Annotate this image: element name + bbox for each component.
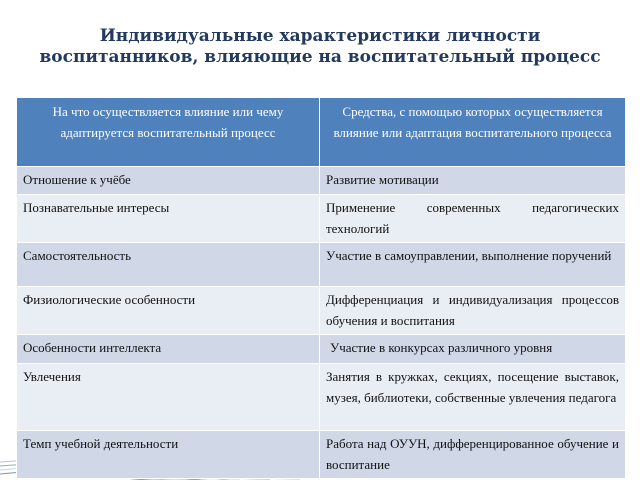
characteristic-cell: Самостоятельность (17, 243, 320, 287)
characteristic-cell: Темп учебной деятельности (17, 431, 320, 479)
means-cell: Участие в самоуправлении, выполнение поручений (320, 243, 626, 287)
means-cell: Занятия в кружках, секциях, посещение выставок, музея, библиотеки, собственные увлечения педагога (320, 364, 626, 431)
column-header-influence-target: На что осуществляется влияние или чему адаптируется воспитательный процесс (17, 98, 320, 167)
characteristic-cell: Увлечения (17, 364, 320, 431)
table-row (17, 431, 626, 479)
table-row (17, 195, 626, 243)
column-header-means: Средства, с помощью которых осуществляется влияние или адаптация воспитательного процесса (320, 98, 626, 167)
table-row (17, 243, 626, 287)
means-cell: Применение современных педагогических технологий (320, 195, 626, 243)
characteristic-cell: Особенности интеллекта (17, 335, 320, 364)
table-row (17, 167, 626, 195)
characteristic-cell: Отношение к учёбе (17, 167, 320, 195)
characteristic-cell: Физиологические особенности (17, 287, 320, 335)
slide-title: Индивидуальные характеристики личности воспитанников, влияющие на воспитательный процесс (39, 26, 601, 67)
table-header-row (17, 98, 626, 167)
characteristics-table (16, 97, 626, 479)
table-row (17, 287, 626, 335)
means-cell: Участие в конкурсах различного уровня (320, 335, 626, 364)
characteristic-cell: Познавательные интересы (17, 195, 320, 243)
means-cell: Развитие мотивации (320, 167, 626, 195)
table-row (17, 335, 626, 364)
means-cell: Дифференциация и индивидуализация процессов обучения и воспитания (320, 287, 626, 335)
table-row (17, 364, 626, 431)
means-cell: Работа над ОУУН, дифференцированное обучение и воспитание (320, 431, 626, 479)
